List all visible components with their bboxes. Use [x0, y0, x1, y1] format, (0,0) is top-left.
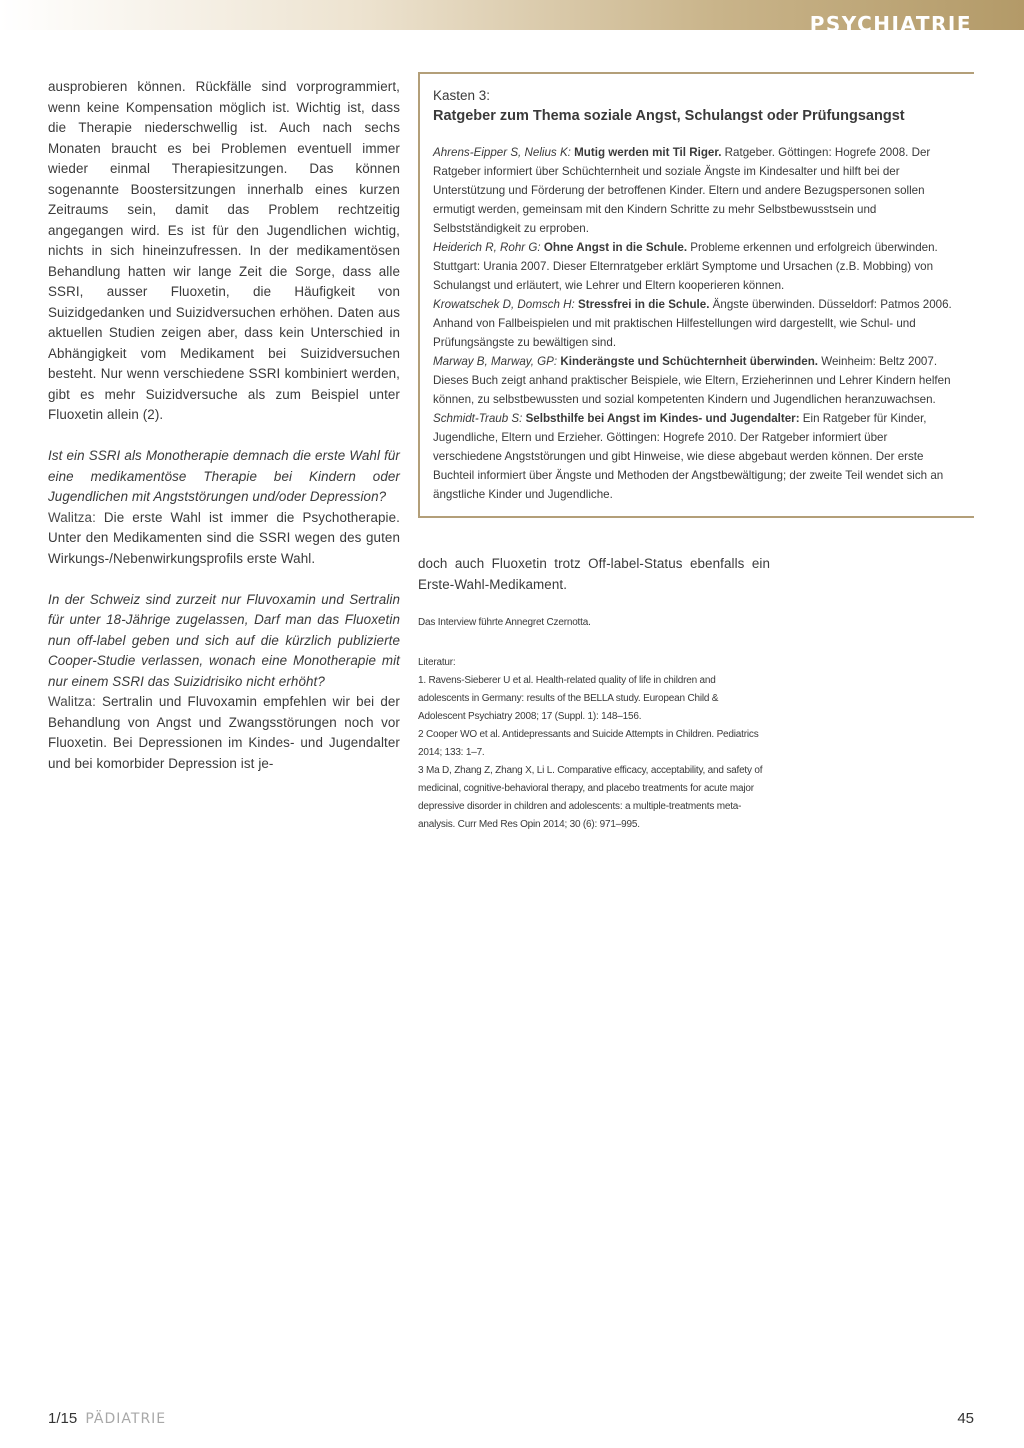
speaker-label: Walitza:: [48, 509, 96, 525]
issue-number: 1/15: [48, 1410, 78, 1427]
book-authors: Krowatschek D, Domsch H:: [433, 298, 575, 311]
journal-brand: PÄDIATRIE: [85, 1411, 167, 1427]
right-column: [418, 554, 770, 595]
info-box: [418, 72, 974, 518]
book-authors: Ahrens-Eipper S, Nelius K:: [433, 146, 571, 159]
left-column: [48, 77, 400, 774]
section-title: PSYCHIATRIE: [809, 12, 972, 30]
box-label: Kasten 3:: [433, 88, 491, 103]
interview-question: In der Schweiz sind zurzeit nur Fluvoxamin und Sertralin für unter 18-Jährige zugelassen, Darf man das Fluoxetin nun off-label geben und sich auf die kürzlich publizierte Cooper-Studie verlassen, wonach eine Monotherapie mit nur einem SSRI das Suizidrisiko nicht erhöht?: [48, 591, 400, 689]
book-authors: Marway B, Marway, GP:: [433, 355, 558, 368]
book-entry: [433, 295, 952, 352]
footer-issue: [48, 1409, 166, 1429]
book-title: Mutig werden mit Til Riger.: [574, 146, 722, 159]
box-body: [433, 143, 952, 504]
reference-item: 3 Ma D, Zhang Z, Zhang X, Li L. Comparative efficacy, acceptability, and safety of medicinal, cognitive-behavioral therapy, and placebo treatments for acute major depressive disorder in children and adolescents: a multiple-treatments meta-analysis. Curr Med Res Opin 2014; 30 (6): 971–995.: [418, 765, 763, 830]
book-description: Weinheim: Beltz 2007. Dieses Buch zeigt anhand praktischer Beispiele, wie Eltern, Erzieherinnen und Lehrer Kindern helfen können, zu selbstbewussten und sozial kompetenten Kindern und Jugendlichen heranzuwachsen.: [433, 355, 951, 406]
book-entry: [433, 143, 952, 238]
book-description: Ängste überwinden. Düsseldorf: Patmos 2006. Anhand von Fallbeispielen und mit praktischen Hilfestellungen wird dargestellt, wie Schul- und Prüfungsängste zu bewältigen sind.: [433, 298, 952, 349]
book-title: Selbsthilfe bei Angst im Kindes- und Jugendalter:: [525, 412, 800, 425]
book-entry: [433, 409, 952, 504]
interview-answer: [48, 692, 400, 774]
interview-question: Ist ein SSRI als Monotherapie demnach die erste Wahl für eine medikamentöse Therapie bei Kindern oder Jugendlichen mit Angststörungen und/oder Depression?: [48, 448, 400, 504]
book-description: Probleme erkennen und erfolgreich überwinden. Stuttgart: Urania 2007. Dieser Elternratgeber erklärt Symptome und Ursachen (z.B. Mobbing) von Schulangst und erläutert, wie Lehrer und Eltern kooperieren können.: [433, 241, 938, 292]
book-entry: [433, 352, 952, 409]
speaker-label: Walitza:: [48, 694, 96, 709]
interview-credit: Das Interview führte Annegret Czernotta.: [418, 617, 591, 628]
interview-answer: [48, 508, 400, 570]
book-title: Ohne Angst in die Schule.: [543, 241, 688, 254]
book-description: Ein Ratgeber für Kinder, Jugendliche, Eltern und Erzieher. Göttingen: Hogrefe 2010. Der Ratgeber informiert über verschiedene Angststörungen und gibt Hinweise, wie diese abgebaut werden können. Der erste Buchteil informiert über Ängste und Methoden der Angstbewältigung; der zweite Teil wendet sich an ängstliche Kinder und Jugendliche.: [433, 412, 944, 501]
book-authors: Schmidt-Traub S:: [433, 412, 523, 425]
literature-heading: Literatur:: [418, 657, 456, 668]
answer-text: Sertralin und Fluvoxamin empfehlen wir bei der Behandlung von Angst und Zwangsstörungen noch vor Fluoxetin. Bei Depressionen im Kindes- und Jugendalter und bei komorbider Depression ist je-: [48, 694, 400, 771]
book-entry: [433, 238, 952, 295]
book-authors: Heiderich R, Rohr G:: [433, 241, 541, 254]
literature-list: [418, 654, 764, 834]
reference-item: 2 Cooper WO et al. Antidepressants and Suicide Attempts in Children. Pediatrics 2014; 133: 1–7.: [418, 729, 759, 758]
reference-item: 1. Ravens-Sieberer U et al. Health-related quality of life in children and adolescents in Germany: results of the BELLA study. European Child & Adolescent Psychiatry 2008; 17 (Suppl. 1): 148–156.: [418, 675, 719, 722]
answer-text: Die erste Wahl ist immer die Psychotherapie. Unter den Medikamenten sind die SSRI wegen des guten Wirkungs-/Nebenwirkungsprofils erste Wahl.: [48, 509, 400, 566]
body-paragraph: ausprobieren können. Rückfälle sind vorprogrammiert, wenn keine Kompensation möglich ist. Wichtig ist, dass die Therapie niederschwellig ist. Auch nach sechs Monaten braucht es bei Problemen eventuell immer wieder einmal Therapiesitzungen. Das können sogenannte Boostersitzungen innerhalb eines kurzen Zeitraums sein, damit das Problem rechtzeitig angegangen wird. Es ist für den Jugendlichen wichtig, nichts in sich hineinzufressen. In der medikamentösen Behandlung hatten wir lange Zeit die Sorge, dass alle SSRI, ausser Fluoxetin, die Häufigkeit von Suizidgedanken und Suizidversuchen erhöhen. Daten aus aktuellen Studien zeigen aber, dass kein Unterschied in Abhängigkeit vom Medikament bei Suizidversuchen besteht. Nur wenn verschiedene SSRI kombiniert werden, gibt es mehr Suizidversuche als zum Beispiel unter Fluoxetin allein (2).: [48, 79, 400, 422]
box-title: Ratgeber zum Thema soziale Angst, Schulangst oder Prüfungsangst: [433, 108, 905, 124]
continuation-paragraph: doch auch Fluoxetin trotz Off-label-Status ebenfalls ein Erste-Wahl-Medikament.: [418, 556, 770, 592]
page-number: 45: [957, 1410, 974, 1427]
book-title: Kinderängste und Schüchternheit überwinden.: [560, 355, 819, 368]
book-description: Ratgeber. Göttingen: Hogrefe 2008. Der Ratgeber informiert über Schüchternheit und soziale Ängste im Kindesalter und hilft bei der Unterstützung und Förderung der betroffenen Kinder. Eltern und andere Bezugspersonen sollen ermutigt werden, gemeinsam mit den Kindern Schritte zu mehr Selbstbewusstsein und Selbstständigkeit zu erproben.: [433, 146, 931, 235]
book-title: Stressfrei in die Schule.: [577, 298, 710, 311]
